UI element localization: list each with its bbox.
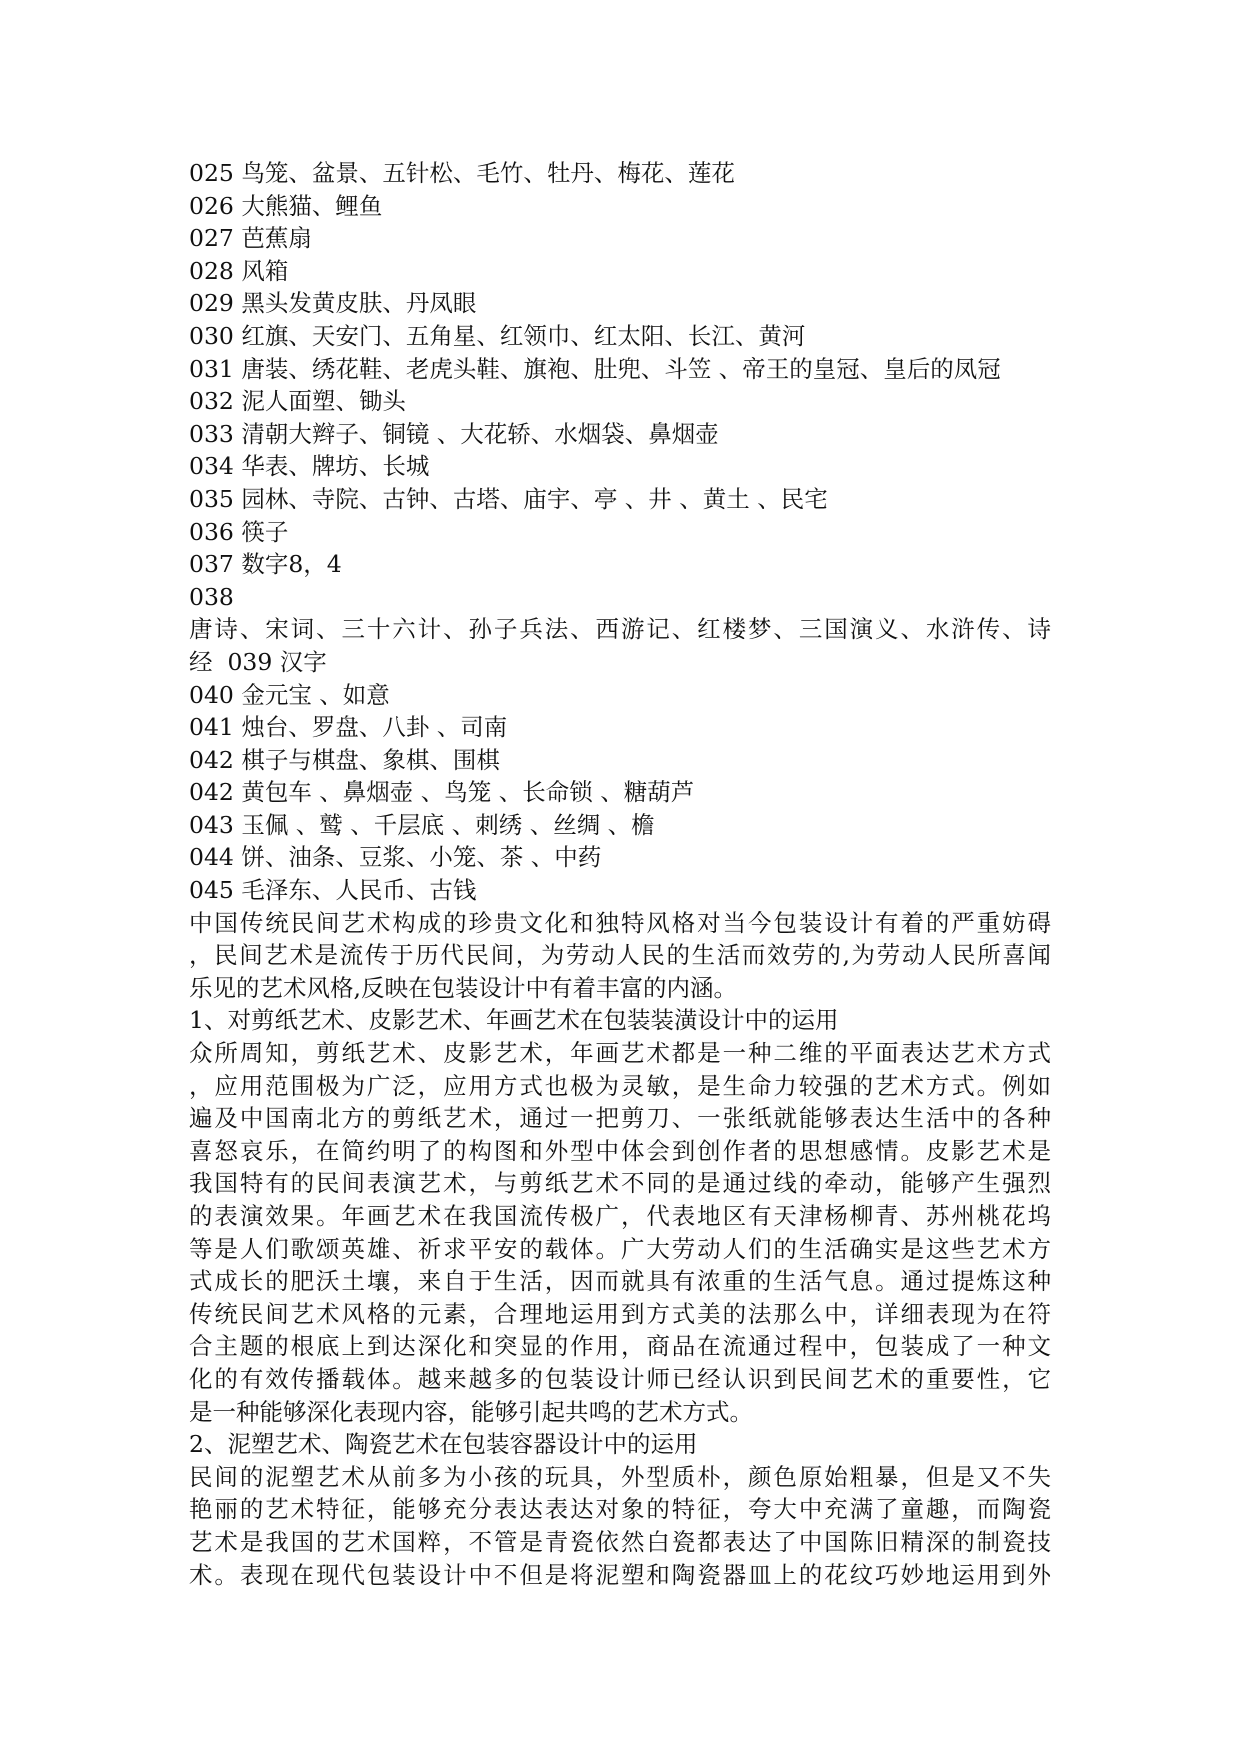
list-item: 037 数字8，4 (189, 550, 342, 579)
intro-paragraph-line: 中国传统民间艺术构成的珍贵文化和独特风格对当今包装设计有着的严重妨碍 (189, 908, 1051, 937)
section1-paragraph-line: ，应用范围极为广泛，应用方式也极为灵敏，是生命力较强的艺术方式。例如 (189, 1071, 1051, 1100)
section1-paragraph-line: 遍及中国南北方的剪纸艺术，通过一把剪刀、一张纸就能够表达生活中的各种 (189, 1104, 1051, 1133)
intro-paragraph-line: ，民间艺术是流传于历代民间，为劳动人民的生活而效劳的,为劳动人民所喜闻 (189, 941, 1051, 970)
list-item: 042 黄包车 、鼻烟壶 、鸟笼 、长命锁 、糖葫芦 (189, 778, 695, 807)
list-item: 041 烛台、罗盘、八卦 、司南 (189, 713, 508, 742)
section1-paragraph-line: 是一种能够深化表现内容，能够引起共鸣的艺术方式。 (189, 1397, 753, 1426)
document-body (189, 157, 1051, 1591)
list-item: 028 风箱 (189, 256, 289, 285)
list-item: 032 泥人面塑、锄头 (189, 387, 406, 416)
list-item: 036 筷子 (189, 517, 289, 546)
list-item: 045 毛泽东、人民币、古钱 (189, 876, 477, 905)
list-item: 040 金元宝 、如意 (189, 680, 390, 709)
list-item: 025 鸟笼、盆景、五针松、毛竹、牡丹、梅花、莲花 (189, 159, 735, 187)
section1-paragraph-line: 化的有效传播载体。越来越多的包装设计师已经认识到民间艺术的重要性，它 (189, 1364, 1051, 1393)
section2-paragraph-line: 术。表现在现代包装设计中不但是将泥塑和陶瓷器皿上的花纹巧妙地运用到外 (189, 1560, 1051, 1589)
section2-paragraph-line: 民间的泥塑艺术从前多为小孩的玩具，外型质朴，颜色原始粗暴，但是又不失 (189, 1462, 1051, 1491)
section2-paragraph-line: 艳丽的艺术特征，能够充分表达表达对象的特征，夸大中充满了童趣，而陶瓷 (189, 1495, 1051, 1524)
intro-paragraph-line: 乐见的艺术风格,反映在包装设计中有着丰富的内涵。 (189, 973, 737, 1002)
list-item: 035 园林、寺院、古钟、古塔、庙宇、亭 、井 、黄土 、民宅 (189, 484, 828, 513)
list-item: 038 (189, 582, 234, 611)
section-heading-1: 1、对剪纸艺术、皮影艺术、年画艺术在包装装潢设计中的运用 (189, 1006, 839, 1035)
section1-paragraph-line: 我国特有的民间表演艺术，与剪纸艺术不同的是通过线的牵动，能够产生强烈 (189, 1169, 1051, 1198)
list-item: 034 华表、牌坊、长城 (189, 452, 430, 481)
list-item: 044 饼、油条、豆浆、小笼、茶 、中药 (189, 843, 602, 872)
list-item: 033 清朝大辫子、铜镜 、大花轿、水烟袋、鼻烟壶 (189, 419, 719, 448)
section1-paragraph-line: 众所周知，剪纸艺术、皮影艺术，年画艺术都是一种二维的平面表达艺术方式 (189, 1039, 1051, 1068)
list-item: 026 大熊猫、鲤鱼 (189, 191, 383, 220)
section-heading-2: 2、泥塑艺术、陶瓷艺术在包装容器设计中的运用 (189, 1430, 698, 1459)
list-item: 042 棋子与棋盘、象棋、围棋 (189, 745, 500, 774)
list-item-038-039-line: 经 039 汉字 (189, 647, 327, 676)
section1-paragraph-line: 传统民间艺术风格的元素，合理地运用到方式美的法那么中，详细表现为在符 (189, 1299, 1051, 1328)
list-item: 027 芭蕉扇 (189, 224, 312, 253)
section1-paragraph-line: 式成长的肥沃土壤，来自于生活，因而就具有浓重的生活气息。通过提炼这种 (189, 1267, 1051, 1296)
section2-paragraph-line: 艺术是我国的艺术国粹，不管是青瓷依然白瓷都表达了中国陈旧精深的制瓷技 (189, 1527, 1051, 1556)
list-item: 029 黑头发黄皮肤、丹凤眼 (189, 289, 477, 318)
list-item: 043 玉佩 、鹫 、千层底 、刺绣 、丝绸 、檐 (189, 810, 655, 839)
list-item: 031 唐装、绣花鞋、老虎头鞋、旗袍、肚兜、斗笠 、帝王的皇冠、皇后的凤冠 (189, 354, 1001, 383)
section1-paragraph-line: 等是人们歌颂英雄、祈求平安的载体。广大劳动人们的生活确实是这些艺术方 (189, 1234, 1051, 1263)
section1-paragraph-line: 的表演效果。年画艺术在我国流传极广，代表地区有天津杨柳青、苏州桃花坞 (189, 1202, 1051, 1230)
section1-paragraph-line: 合主题的根底上到达深化和突显的作用，商品在流通过程中，包装成了一种文 (189, 1332, 1051, 1361)
list-item: 030 红旗、天安门、五角星、红领巾、红太阳、长江、黄河 (189, 321, 806, 350)
list-item-038-line: 唐诗、宋词、三十六计、孙子兵法、西游记、红楼梦、三国演义、水浒传、诗 (189, 615, 1051, 644)
section1-paragraph-line: 喜怒哀乐，在简约明了的构图和外型中体会到创作者的思想感情。皮影艺术是 (189, 1136, 1051, 1165)
